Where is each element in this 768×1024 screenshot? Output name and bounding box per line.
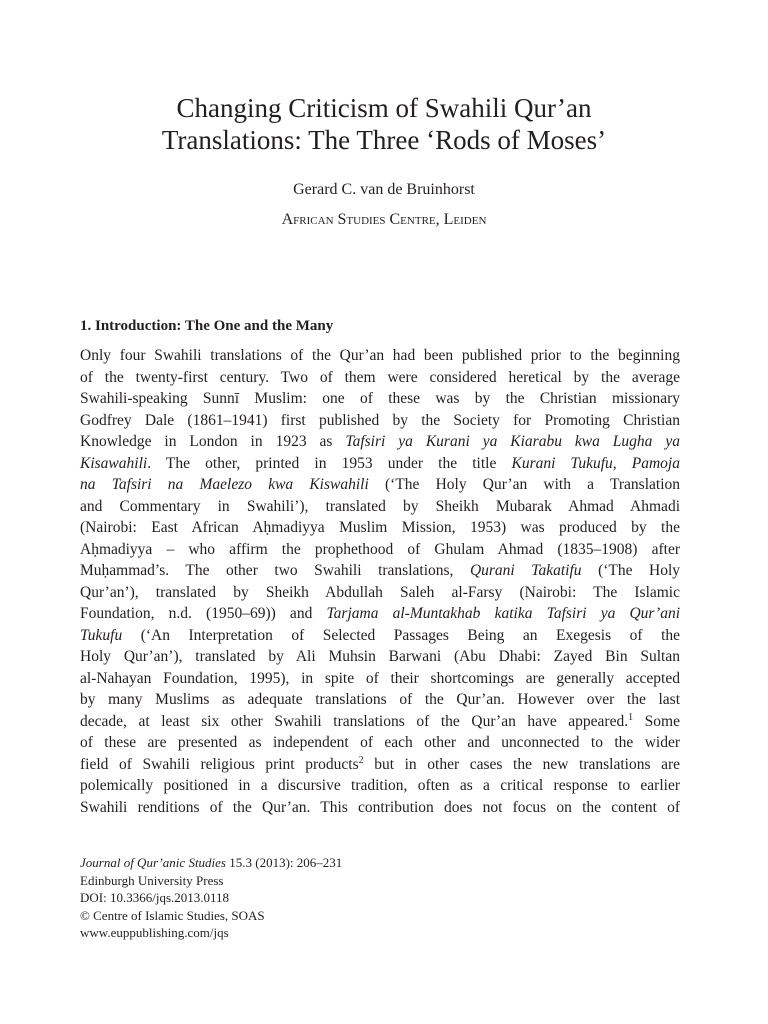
article-title: [60, 92, 708, 156]
body-text: Muḥammad’s. The other two Swahili translations,: [80, 562, 470, 579]
italic-title: Kisawahili: [80, 454, 148, 472]
body-line: [80, 711, 680, 733]
body-text: Knowledge in London in 1923 as: [80, 433, 346, 450]
italic-title: Kurani Tukufu, Pamoja: [511, 454, 680, 472]
body-line: [80, 603, 680, 625]
body-line: (Nairobi: East African Aḥmadiyya Muslim Mission, 1953) was produced by the: [80, 519, 680, 536]
publisher: Edinburgh University Press: [80, 872, 224, 888]
body-text: decade, at least six other Swahili translations of the Qur’an have appeared.: [80, 712, 629, 730]
introduction-paragraph: [80, 345, 680, 818]
journal-citation: [80, 854, 440, 872]
body-text: . The other, printed in 1953 under the title: [147, 454, 512, 472]
doi: DOI: 10.3366/jqs.2013.0118: [80, 890, 230, 905]
body-line: [80, 431, 680, 453]
title-line-2: Translations: The Three ‘Rods of Moses’: [161, 125, 607, 155]
body-line: Swahili-speaking Sunnī Muslim: one of these was by the Christian missionary: [80, 390, 680, 407]
body-line: [80, 453, 680, 475]
body-line: and Commentary in Swahili’), translated by Sheikh Mubarak Ahmad Ahmadi: [80, 497, 680, 515]
footnote-marker[interactable]: 2: [358, 754, 364, 766]
journal-name: Journal of Qur’anic Studies: [80, 855, 226, 870]
body-line: of the twenty-first century. Two of them were considered heretical by the average: [80, 368, 680, 386]
body-text: (‘The Holy Qur’an with a Translation: [368, 476, 680, 493]
body-line: [80, 625, 680, 647]
section-heading: 1. Introduction: The One and the Many: [80, 318, 334, 334]
body-line: Only four Swahili translations of the Qur’an had been published prior to the beginning: [80, 347, 680, 364]
body-line: Swahili renditions of the Qur’an. This contribution does not focus on the content of: [80, 798, 680, 816]
body-line: [80, 754, 680, 776]
body-line: by many Muslims as adequate translations of the Qur’an. However over the last: [80, 691, 680, 708]
body-text: Foundation, n.d. (1950–69)) and: [80, 605, 327, 622]
body-line: polemically positioned in a discursive tradition, often as a critical response to earlier: [80, 777, 680, 794]
body-text: field of Swahili religious print products: [80, 755, 359, 773]
italic-title: Tukufu: [80, 626, 123, 644]
body-line: [80, 560, 680, 582]
body-text: (‘The Holy: [581, 562, 681, 579]
title-line-1: Changing Criticism of Swahili Qur’an: [176, 93, 592, 123]
author-affiliation: African Studies Centre, Leiden: [281, 211, 487, 228]
body-text: Some: [633, 712, 680, 730]
body-text: (‘An Interpretation of Selected Passages Being an Exegesis of the: [122, 626, 680, 644]
body-line: Aḥmadiyya – who affirm the prophethood of Ghulam Ahmad (1835–1908) after: [80, 540, 680, 558]
body-line: [80, 474, 680, 496]
italic-title: Qurani Takatifu: [469, 562, 582, 579]
body-line: Holy Qur’an’), translated by Ali Muhsin Barwani (Abu Dhabi: Zayed Bin Sultan: [80, 648, 680, 665]
italic-title: Tarjama al-Muntakhab katika Tafsiri ya Qur’ani: [326, 605, 681, 622]
footnote-marker[interactable]: 1: [628, 711, 634, 723]
citation-details: 15.3 (2013): 206–231: [226, 855, 343, 870]
journal-url[interactable]: www.euppublishing.com/jqs: [80, 925, 229, 940]
body-line: al-Nahayan Foundation, 1995), in spite of their shortcomings are generally accepted: [80, 669, 680, 687]
body-text: but in other cases the new translations are: [363, 755, 680, 773]
copyright: © Centre of Islamic Studies, SOAS: [80, 907, 265, 923]
body-line: Qur’an’), translated by Sheikh Abdullah Saleh al-Farsy (Nairobi: The Islamic: [80, 583, 680, 601]
author-name: Gerard C. van de Bruinhorst: [293, 181, 475, 198]
italic-title: na Tafsiri na Maelezo kwa Kiswahili: [80, 476, 369, 493]
italic-title: Tafsiri ya Kurani ya Kiarabu kwa Lugha ya: [345, 433, 680, 450]
body-line: Godfrey Dale (1861–1941) first published by the Society for Promoting Christian: [80, 411, 680, 429]
publication-footer: [80, 854, 440, 942]
body-line: of these are presented as independent of each other and unconnected to the wider: [80, 734, 680, 751]
